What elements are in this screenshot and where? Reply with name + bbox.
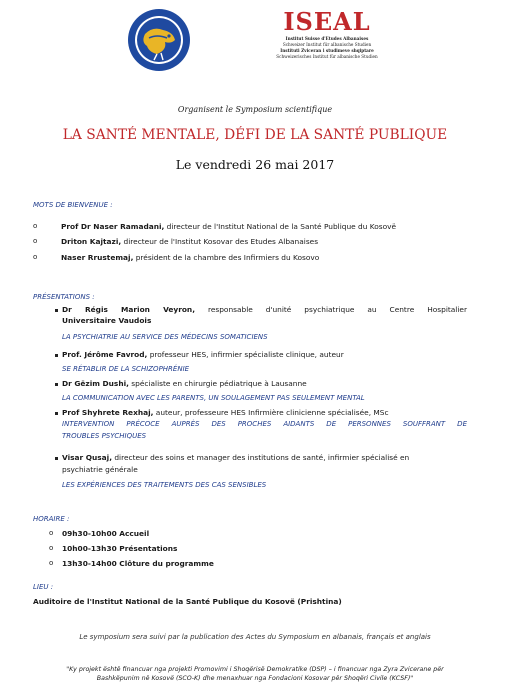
welcome-heading: MOTS DE BIENVENUE : [33, 201, 113, 209]
welcome-name: Prof Dr Naser Ramadani, [61, 222, 165, 231]
bullet-circle: o [33, 253, 38, 261]
speaker-name: Dr Régis Marion Veyron, [62, 305, 196, 314]
bullet-square [55, 412, 58, 415]
speaker-name: Prof Shyhrete Rexhaj, [62, 408, 154, 417]
bullet-circle: o [49, 544, 54, 552]
speaker-role: professeur HES, infirmier spécialiste clinique, auteur [147, 350, 344, 359]
speaker-role-continued: psychiatrie générale [62, 465, 138, 474]
speaker-role-continued: Universitaire Vaudois [62, 316, 152, 325]
talk-title: SE RÉTABLIR DE LA SCHIZOPHRÉNIE [62, 365, 190, 373]
bullet-square [55, 309, 58, 312]
bullet-circle: o [33, 222, 38, 230]
talk-title-continued: TROUBLES PSYCHIQUES [62, 432, 147, 440]
institute-emblem [127, 8, 191, 72]
iseal-logo [262, 8, 392, 70]
speaker-role: responsable d'unité psychiatrique au Centre Hospitalier [195, 305, 467, 314]
iseal-line-1: Institut Suisse d'Etudes Albanaises [285, 36, 369, 41]
organizer-line: Organisent le Symposium scientifique [177, 105, 333, 114]
iseal-line-2: Schweizer Institut für albanische Studien [282, 42, 372, 47]
speaker-name: Visar Qusaj, [62, 453, 112, 462]
venue-heading: LIEU : [33, 583, 54, 591]
bullet-circle: o [49, 529, 54, 537]
schedule-text: 10h00-13h30 Présentations [62, 544, 178, 553]
bullet-square [55, 354, 58, 357]
talk-title: LA PSYCHIATRIE AU SERVICE DES MÉDECINS SOMATICIENS [62, 333, 268, 341]
welcome-name: Driton Kajtazi, [61, 237, 122, 246]
venue-text: Auditoire de l'Institut National de la Santé Publique du Kosovë (Prishtina) [33, 597, 342, 606]
bullet-circle: o [33, 237, 38, 245]
iseal-line-4: Schweizerisches Institut für albanische Studien [276, 54, 378, 59]
talk-title: INTERVENTION PRÉCOCE AUPRÈS DES PROCHES AIDANTS DE PERSONNES SOUFFRANT DE [62, 420, 467, 428]
symposium-title: LA SANTÉ MENTALE, DÉFI DE LA SANTÉ PUBLIQUE [62, 127, 448, 143]
schedule-text: 13h30-14h00 Clôture du programme [62, 559, 214, 568]
talk-title: LA COMMUNICATION AVEC LES PARENTS, UN SOULAGEMENT PAS SEULEMENT MENTAL [62, 394, 365, 402]
speaker-name: Prof. Jérôme Favrod, [62, 350, 148, 359]
funding-footer [0, 665, 510, 683]
speaker-name: Dr Gëzim Dushi, [62, 379, 129, 388]
presentations-heading: PRÉSENTATIONS : [33, 293, 95, 301]
emblem-icon [127, 8, 191, 72]
bullet-square [55, 457, 58, 460]
talk-title: LES EXPÉRIENCES DES TRAITEMENTS DES CAS SENSIBLES [62, 481, 267, 489]
schedule-text: 09h30-10h00 Accueil [62, 529, 150, 538]
speaker-role: auteur, professeure HES Infirmière clinicienne spécialisée, MSc [153, 408, 389, 417]
speaker-role: directeur des soins et manager des institutions de santé, infirmier spécialisé en [112, 453, 410, 462]
welcome-role: directeur de l'Institut National de la Santé Publique du Kosovë [164, 222, 397, 231]
speaker-role: spécialiste en chirurgie pédiatrique à Lausanne [128, 379, 307, 388]
schedule-heading: HORAIRE : [33, 515, 70, 523]
funding-line-2: Bashkëpunim në Kosovë (SCO-K) dhe menaxhuar nga Fondacioni Kosovar për Shoqëri Civile (KCSF)" [96, 675, 414, 682]
bullet-square [55, 383, 58, 386]
funding-line-1: "Ky projekt është financuar nga projekti Promovimi i Shoqërisë Demokratike (DSP) – i financuar nga Zyra Zvicerane për [66, 666, 444, 673]
publication-note: Le symposium sera suivi par la publication des Actes du Symposium en albanais, français et anglais [79, 633, 431, 641]
iseal-title: ISEAL [283, 7, 371, 36]
welcome-name: Naser Rrustemaj, [61, 253, 134, 262]
welcome-role: président de la chambre des Infirmiers du Kosovo [133, 253, 320, 262]
symposium-date: Le vendredi 26 mai 2017 [175, 157, 335, 172]
iseal-line-3: Instituti Zviceran i studimeve shqiptare [280, 48, 374, 53]
welcome-role: directeur de l'Institut Kosovar des Etudes Albanaises [121, 237, 319, 246]
bullet-circle: o [49, 559, 54, 567]
